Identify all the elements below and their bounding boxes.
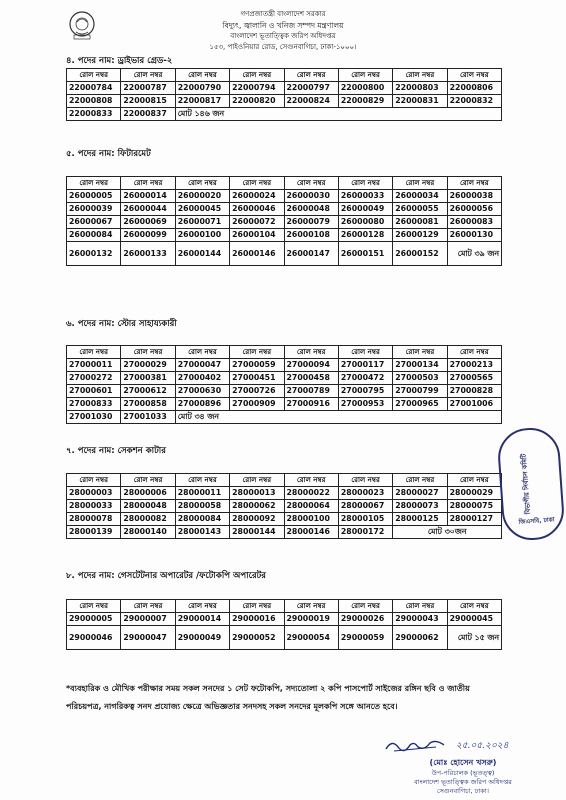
roll-cell: 22000806 xyxy=(447,82,501,95)
section-store-helper xyxy=(66,318,502,424)
column-header: রোল নম্বর xyxy=(121,474,175,487)
roll-cell: 27000472 xyxy=(338,372,392,385)
roll-cell: 29000052 xyxy=(230,626,284,650)
roll-cell: 28000003 xyxy=(67,487,121,500)
column-header: রোল নম্বর xyxy=(447,474,501,487)
roll-cell: 27001006 xyxy=(447,398,501,411)
roll-cell: 29000014 xyxy=(175,613,229,626)
roll-cell: 26000069 xyxy=(121,216,175,229)
roll-cell: 28000033 xyxy=(67,500,121,513)
roll-cell: 26000014 xyxy=(121,190,175,203)
section-gestetner-operator xyxy=(66,570,502,650)
header-line-1: গণপ্রজাতন্ত্রী বাংলাদেশ সরকার xyxy=(240,10,326,18)
roll-cell: 28000067 xyxy=(338,500,392,513)
roll-cell: 26000072 xyxy=(230,216,284,229)
column-header: রোল নম্বর xyxy=(67,177,121,190)
roll-cell: 28000022 xyxy=(284,487,338,500)
roll-cell: 22000829 xyxy=(338,95,392,108)
roll-cell: 26000133 xyxy=(121,242,175,266)
roll-cell: 27000965 xyxy=(393,398,447,411)
section-fittermate xyxy=(66,148,502,266)
table-row xyxy=(67,500,502,513)
table-row xyxy=(67,216,502,229)
column-header: রোল নম্বর xyxy=(284,69,338,82)
column-header: রোল নম্বর xyxy=(338,69,392,82)
table-row xyxy=(67,108,502,121)
header-line-3: বাংলাদেশ ভূতাত্ত্বিক জরিপ অধিদপ্তর xyxy=(230,32,336,40)
roll-cell: 26000083 xyxy=(447,216,501,229)
signature-scribble-icon xyxy=(384,735,454,755)
roll-cell: 22000831 xyxy=(393,95,447,108)
roll-cell: 26000049 xyxy=(338,203,392,216)
table-row xyxy=(67,82,502,95)
column-header: রোল নম্বর xyxy=(175,346,229,359)
roll-cell: 28000084 xyxy=(175,513,229,526)
roll-cell: 26000056 xyxy=(447,203,501,216)
total-count: মোট ১৪৬ জন xyxy=(175,108,501,121)
stamp-subtext: জিএসবি, ঢাকা xyxy=(518,516,555,526)
roll-cell: 27000029 xyxy=(121,359,175,372)
roll-cell: 29000007 xyxy=(121,613,175,626)
total-count: মোট ১৫ জন xyxy=(447,626,501,650)
table-row xyxy=(67,372,502,385)
column-header: রোল নম্বর xyxy=(447,69,501,82)
roll-cell: 22000815 xyxy=(121,95,175,108)
column-header: রোল নম্বর xyxy=(121,600,175,613)
column-header: রোল নম্বর xyxy=(230,474,284,487)
roll-cell: 22000784 xyxy=(67,82,121,95)
table-row xyxy=(67,613,502,626)
roll-cell: 22000837 xyxy=(121,108,175,121)
roll-cell: 26000080 xyxy=(338,216,392,229)
table-header-row xyxy=(67,346,502,359)
section-title: ৭. পদের নাম: সেকশন কাটার xyxy=(66,446,166,456)
column-header: রোল নম্বর xyxy=(393,474,447,487)
roll-cell: 29000054 xyxy=(284,626,338,650)
column-header: রোল নম্বর xyxy=(175,177,229,190)
roll-cell: 28000048 xyxy=(121,500,175,513)
column-header: রোল নম্বর xyxy=(230,600,284,613)
table-header-row xyxy=(67,600,502,613)
designation-line-3: সেগুনবাগিচা, ঢাকা। xyxy=(436,787,490,795)
roll-cell: 28000075 xyxy=(447,500,501,513)
table-row xyxy=(67,229,502,242)
roll-cell: 28000006 xyxy=(121,487,175,500)
roll-cell: 27000799 xyxy=(393,385,447,398)
table-row xyxy=(67,95,502,108)
roll-cell: 29000019 xyxy=(284,613,338,626)
roll-cell: 26000151 xyxy=(338,242,392,266)
signatory-name: (মোঃ হোসেন খসরু) xyxy=(429,758,497,767)
roll-cell: 28000029 xyxy=(447,487,501,500)
roll-cell: 27001033 xyxy=(121,411,175,424)
column-header: রোল নম্বর xyxy=(338,600,392,613)
total-count: মোট ৩৪ জন xyxy=(175,411,501,424)
table-row xyxy=(67,411,502,424)
column-header: রোল নম্বর xyxy=(284,346,338,359)
section-section-cutter xyxy=(66,445,502,539)
roll-cell: 27000833 xyxy=(67,398,121,411)
roll-cell: 26000039 xyxy=(67,203,121,216)
roll-cell: 22000833 xyxy=(67,108,121,121)
roll-cell: 29000059 xyxy=(338,626,392,650)
roll-cell: 22000832 xyxy=(447,95,501,108)
roll-cell: 28000062 xyxy=(230,500,284,513)
column-header: রোল নম্বর xyxy=(338,346,392,359)
roll-table xyxy=(66,345,502,424)
table-header-row xyxy=(67,69,502,82)
roll-cell: 27000916 xyxy=(284,398,338,411)
roll-cell: 29000043 xyxy=(393,613,447,626)
roll-cell: 27000451 xyxy=(230,372,284,385)
roll-cell: 26000045 xyxy=(175,203,229,216)
roll-cell: 26000034 xyxy=(393,190,447,203)
roll-cell: 26000067 xyxy=(67,216,121,229)
roll-cell: 26000071 xyxy=(175,216,229,229)
roll-cell: 27000828 xyxy=(447,385,501,398)
roll-cell: 26000128 xyxy=(338,229,392,242)
designation-line-2: বাংলাদেশ ভূতাত্ত্বিক জরিপ অধিদপ্তর xyxy=(414,778,512,786)
roll-cell: 28000143 xyxy=(175,526,229,539)
roll-cell: 26000046 xyxy=(230,203,284,216)
roll-cell: 27000612 xyxy=(121,385,175,398)
roll-cell: 26000099 xyxy=(121,229,175,242)
column-header: রোল নম্বর xyxy=(121,346,175,359)
roll-cell: 26000104 xyxy=(230,229,284,242)
roll-cell: 28000172 xyxy=(338,526,392,539)
roll-cell: 27000094 xyxy=(284,359,338,372)
roll-cell: 26000038 xyxy=(447,190,501,203)
table-header-row xyxy=(67,177,502,190)
column-header: রোল নম্বর xyxy=(447,177,501,190)
header-line-4: ১৫৩, পাইওনিয়ার রোড, সেগুনবাগিচা, ঢাকা-১০০০। xyxy=(209,43,357,51)
roll-cell: 26000144 xyxy=(175,242,229,266)
roll-cell: 29000045 xyxy=(447,613,501,626)
section-title: ৪. পদের নাম: ড্রাইভার গ্রেড-২ xyxy=(66,56,173,66)
roll-cell: 28000064 xyxy=(284,500,338,513)
roll-cell: 22000794 xyxy=(230,82,284,95)
signatory-designation xyxy=(378,769,548,796)
roll-cell: 27000134 xyxy=(393,359,447,372)
column-header: রোল নম্বর xyxy=(121,69,175,82)
roll-cell: 27000630 xyxy=(175,385,229,398)
instruction-note: *ব্যবহারিক ও মৌখিক পরীক্ষার সময় সকল সনদের ১ সেট ফটোকপি, সদ্যতোলা ২ কপি পাসপোর্ট সাইজের রঙ্গিন ছবি ও জাতীয় পরিচয়পত্র, নাগরিকত্ব সনদ প্রযোজ্য ক্ষেত্রে অভিজ্ঞতার সনদসহ সকল সনদের মূলকপি সঙ্গে আনতে হবে। xyxy=(66,684,470,711)
roll-cell: 22000803 xyxy=(393,82,447,95)
roll-cell: 28000078 xyxy=(67,513,121,526)
roll-cell: 29000047 xyxy=(121,626,175,650)
column-header: রোল নম্বর xyxy=(121,177,175,190)
roll-cell: 27000909 xyxy=(230,398,284,411)
roll-cell: 29000016 xyxy=(230,613,284,626)
roll-cell: 26000108 xyxy=(284,229,338,242)
column-header: রোল নম্বর xyxy=(284,177,338,190)
header-line-2: বিদ্যুৎ, জ্বালানি ও খনিজ সম্পদ মন্ত্রণালয় xyxy=(222,21,344,30)
roll-cell: 27000381 xyxy=(121,372,175,385)
section-title: ৮. পদের নাম: গেসটেটনার অপারেটর /ফটোকপি অপারেটর xyxy=(66,571,266,581)
roll-cell: 22000808 xyxy=(67,95,121,108)
roll-table xyxy=(66,176,502,266)
column-header: রোল নম্বর xyxy=(67,600,121,613)
roll-cell: 26000044 xyxy=(121,203,175,216)
table-row xyxy=(67,203,502,216)
column-header: রোল নম্বর xyxy=(393,69,447,82)
roll-cell: 22000790 xyxy=(175,82,229,95)
table-row xyxy=(67,190,502,203)
column-header: রোল নম্বর xyxy=(230,177,284,190)
stamp-text: বিভাগীয় নির্বাচন কমিটি xyxy=(519,453,533,515)
table-header-row xyxy=(67,474,502,487)
roll-cell: 22000824 xyxy=(284,95,338,108)
total-count: মোট ৩৯ জন xyxy=(447,242,501,266)
roll-cell: 26000100 xyxy=(175,229,229,242)
roll-cell: 27000213 xyxy=(447,359,501,372)
roll-cell: 27000601 xyxy=(67,385,121,398)
signature-date: ২৫.০৫.২০২৪ xyxy=(456,741,509,751)
designation-line-1: উপ-পরিচালক (ভূতত্ত্ব) xyxy=(431,769,495,777)
roll-cell: 27000011 xyxy=(67,359,121,372)
table-row xyxy=(67,487,502,500)
committee-stamp xyxy=(496,426,566,542)
column-header: রোল নম্বর xyxy=(393,177,447,190)
roll-cell: 27000953 xyxy=(338,398,392,411)
roll-table xyxy=(66,473,502,539)
column-header: রোল নম্বর xyxy=(67,474,121,487)
roll-cell: 26000129 xyxy=(393,229,447,242)
column-header: রোল নম্বর xyxy=(175,474,229,487)
roll-cell: 22000800 xyxy=(338,82,392,95)
roll-cell: 28000125 xyxy=(393,513,447,526)
column-header: রোল নম্বর xyxy=(284,474,338,487)
roll-cell: 28000027 xyxy=(393,487,447,500)
section-title: ৬. পদের নাম: স্টোর সাহায্যকারী xyxy=(66,319,177,329)
roll-cell: 27000795 xyxy=(338,385,392,398)
roll-table xyxy=(66,599,502,650)
column-header: রোল নম্বর xyxy=(447,346,501,359)
total-count: মোট ৩০জন xyxy=(393,526,502,539)
roll-cell: 28000139 xyxy=(67,526,121,539)
roll-cell: 28000127 xyxy=(447,513,501,526)
roll-cell: 28000013 xyxy=(230,487,284,500)
roll-cell: 28000082 xyxy=(121,513,175,526)
column-header: রোল নম্বর xyxy=(447,600,501,613)
table-row xyxy=(67,359,502,372)
column-header: রোল নম্বর xyxy=(67,346,121,359)
roll-cell: 27000059 xyxy=(230,359,284,372)
column-header: রোল নম্বর xyxy=(393,600,447,613)
roll-cell: 28000073 xyxy=(393,500,447,513)
roll-table xyxy=(66,68,502,121)
roll-cell: 27000458 xyxy=(284,372,338,385)
roll-cell: 22000797 xyxy=(284,82,338,95)
roll-cell: 28000144 xyxy=(230,526,284,539)
column-header: রোল নম্বর xyxy=(338,177,392,190)
roll-cell: 28000011 xyxy=(175,487,229,500)
column-header: রোল নম্বর xyxy=(175,69,229,82)
column-header: রোল নম্বর xyxy=(230,346,284,359)
roll-cell: 26000130 xyxy=(447,229,501,242)
column-header: রোল নম্বর xyxy=(393,346,447,359)
roll-cell: 26000147 xyxy=(284,242,338,266)
roll-cell: 29000005 xyxy=(67,613,121,626)
roll-cell: 27000117 xyxy=(338,359,392,372)
roll-cell: 27001030 xyxy=(67,411,121,424)
column-header: রোল নম্বর xyxy=(175,600,229,613)
roll-cell: 28000140 xyxy=(121,526,175,539)
column-header: রোল নম্বর xyxy=(230,69,284,82)
roll-cell: 28000105 xyxy=(338,513,392,526)
roll-cell: 29000026 xyxy=(338,613,392,626)
table-row xyxy=(67,385,502,398)
roll-cell: 28000058 xyxy=(175,500,229,513)
roll-cell: 27000789 xyxy=(284,385,338,398)
roll-cell: 26000048 xyxy=(284,203,338,216)
roll-cell: 28000023 xyxy=(338,487,392,500)
roll-cell: 26000081 xyxy=(393,216,447,229)
table-row xyxy=(67,513,502,526)
table-row xyxy=(67,626,502,650)
section-driver xyxy=(66,55,502,121)
roll-cell: 26000005 xyxy=(67,190,121,203)
roll-cell: 26000084 xyxy=(67,229,121,242)
roll-cell: 27000047 xyxy=(175,359,229,372)
table-row xyxy=(67,526,502,539)
column-header: রোল নম্বর xyxy=(338,474,392,487)
table-row xyxy=(67,242,502,266)
roll-cell: 26000024 xyxy=(230,190,284,203)
roll-cell: 22000820 xyxy=(230,95,284,108)
roll-cell: 22000817 xyxy=(175,95,229,108)
document-header xyxy=(0,9,566,53)
roll-cell: 26000132 xyxy=(67,242,121,266)
roll-cell: 27000565 xyxy=(447,372,501,385)
section-title: ৫. পদের নাম: ফিটারমেট xyxy=(66,149,151,159)
roll-cell: 26000020 xyxy=(175,190,229,203)
roll-cell: 29000046 xyxy=(67,626,121,650)
roll-cell: 26000030 xyxy=(284,190,338,203)
roll-cell: 29000062 xyxy=(393,626,447,650)
roll-cell: 27000896 xyxy=(175,398,229,411)
roll-cell: 27000503 xyxy=(393,372,447,385)
table-row xyxy=(67,398,502,411)
roll-cell: 22000787 xyxy=(121,82,175,95)
roll-cell: 26000152 xyxy=(393,242,447,266)
roll-cell: 28000092 xyxy=(230,513,284,526)
roll-cell: 27000858 xyxy=(121,398,175,411)
roll-cell: 28000100 xyxy=(284,513,338,526)
roll-cell: 26000079 xyxy=(284,216,338,229)
roll-cell: 26000055 xyxy=(393,203,447,216)
roll-cell: 29000049 xyxy=(175,626,229,650)
roll-cell: 27000726 xyxy=(230,385,284,398)
roll-cell: 27000272 xyxy=(67,372,121,385)
roll-cell: 28000146 xyxy=(284,526,338,539)
roll-cell: 26000033 xyxy=(338,190,392,203)
roll-cell: 27000402 xyxy=(175,372,229,385)
column-header: রোল নম্বর xyxy=(67,69,121,82)
roll-cell: 26000146 xyxy=(230,242,284,266)
column-header: রোল নম্বর xyxy=(284,600,338,613)
